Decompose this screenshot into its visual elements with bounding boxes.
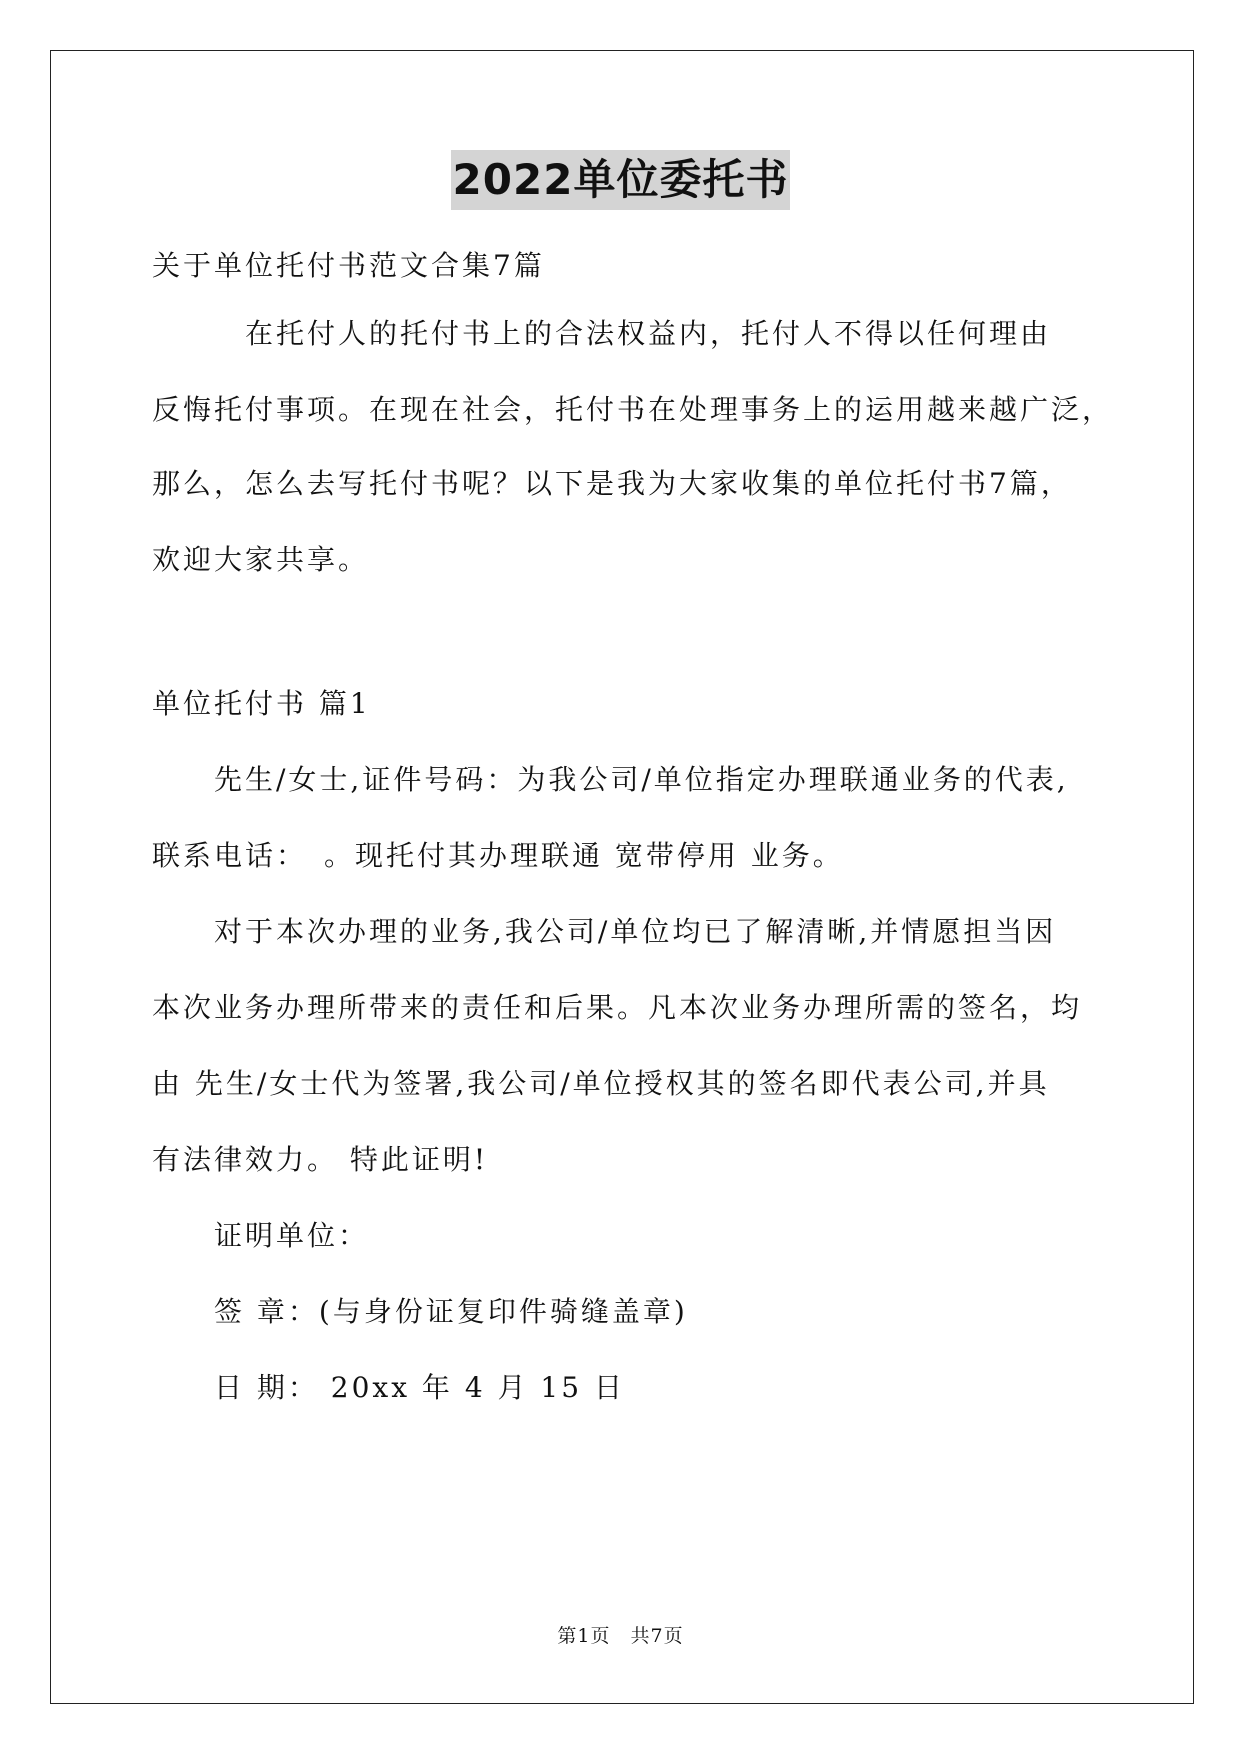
body-line-4: 本次业务办理所带来的责任和后果。凡本次业务办理所需的签名，均 xyxy=(152,991,1083,1024)
title-container xyxy=(0,150,1241,210)
intro-line-4: 欢迎大家共享。 xyxy=(152,543,370,576)
body-line-2: 联系电话： 。现托付其办理联通 宽带停用 业务。 xyxy=(152,839,844,872)
document-title: 2022单位委托书 xyxy=(451,150,791,210)
certifying-unit-line: 证明单位： xyxy=(152,1219,370,1252)
body-line-5: 由 先生/女士代为签署,我公司/单位授权其的签名即代表公司,并具 xyxy=(152,1067,1050,1100)
document-subtitle: 关于单位托付书范文合集7篇 xyxy=(152,249,545,282)
date-line: 日 期： 20xx 年 4 月 15 日 xyxy=(152,1371,625,1404)
page-border xyxy=(50,50,1194,1704)
section-heading: 单位托付书 篇1 xyxy=(152,687,371,720)
body-line-6: 有法律效力。 特此证明! xyxy=(152,1143,489,1176)
intro-line-1: 在托付人的托付书上的合法权益内，托付人不得以任何理由 xyxy=(152,317,1052,350)
intro-line-3: 那么，怎么去写托付书呢？以下是我为大家收集的单位托付书7篇， xyxy=(152,467,1072,500)
seal-line: 签 章：(与身份证复印件骑缝盖章) xyxy=(152,1295,688,1328)
body-line-3: 对于本次办理的业务,我公司/单位均已了解清晰,并情愿担当因 xyxy=(152,915,1057,948)
page-number-footer: 第1页 共7页 xyxy=(557,1625,684,1647)
body-line-1: 先生/女士,证件号码：为我公司/单位指定办理联通业务的代表, xyxy=(152,763,1069,796)
intro-line-2: 反悔托付事项。在现在社会，托付书在处理事务上的运用越来越广泛， xyxy=(152,393,1114,426)
